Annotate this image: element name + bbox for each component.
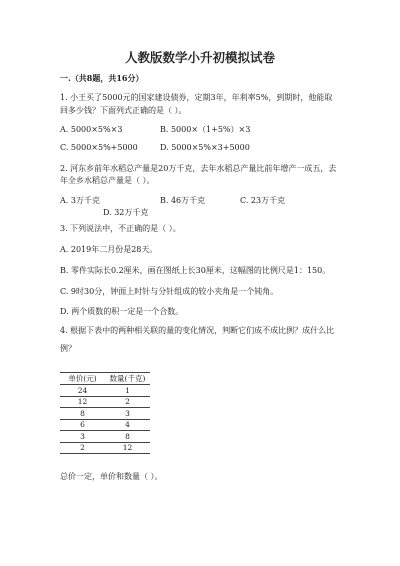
q1-option-d: D. 5000×5%×3+5000 [160,143,250,152]
price-quantity-table [60,372,150,454]
table-cell: 3 [105,408,150,420]
q3-option-a: A. 2019年二月份是28天。 [60,245,158,254]
q1-option-a: A. 5000×5%×3 [60,125,123,134]
q3-stem: 3. 下列说法中，不正确的是（ ）。 [60,224,181,233]
table-row [60,419,150,431]
table-header-row [60,373,150,385]
q1-stem-line1: 1. 小王买了5000元的国家建设债券，定期3年，年利率5%，到期时，他能取 [60,93,333,102]
table-row [60,431,150,443]
q3-option-c: C. 9时30分，钟面上时针与分针组成的较小夹角是一个钝角。 [60,287,279,296]
table-cell: 6 [60,419,105,431]
q4-stem-line2: 例？ [60,344,76,353]
section-heading: 一.（共8题，共16分） [60,73,144,83]
q1-option-b: B. 5000×（1+5%）×3 [160,125,251,134]
q2-option-b: B. 46万千克 [160,196,206,205]
page-title: 人教版数学小升初模拟试卷 [124,50,275,65]
q3-option-b: B. 零件实际长0.2厘米，画在图纸上长30厘米，这幅图的比例尺是1：150。 [60,266,331,275]
q4-answer-line: 总价一定，单价和数量（ ）。 [60,472,163,481]
q2-stem-line1: 2. 河东乡前年水稻总产量是20万千克，去年水稻总产量比前年增产一成五，去 [60,164,337,173]
q2-stem-line2: 年全乡水稻总产量是（ ）。 [60,176,155,185]
table-cell: 8 [105,431,150,443]
table-header-price: 单价(元) [60,373,105,385]
table-cell: 3 [60,431,105,443]
q3-option-d: D. 两个质数的积一定是一个合数。 [60,307,184,316]
table-cell: 2 [60,442,105,454]
table-cell: 12 [105,442,150,454]
table-row [60,408,150,420]
table-cell: 24 [60,385,105,397]
q4-stem-line1: 4. 根据下表中的两种相关联的量的变化情况，判断它们成不成比例？成什么比 [60,326,335,335]
q1-stem-line2: 回多少钱？下面列式正确的是（ ）。 [60,106,187,115]
table-header-quantity: 数量(千克) [105,373,150,385]
q2-option-c: C. 23万千克 [240,196,286,205]
table-cell: 4 [105,419,150,431]
q2-option-d: D. 32万千克 [103,208,149,217]
q2-option-a: A. 3万千克 [60,196,100,205]
table-row [60,396,150,408]
table-row [60,442,150,454]
table-cell: 8 [60,408,105,420]
q1-option-c: C. 5000×5%+5000 [60,143,138,152]
table-row [60,385,150,397]
table-cell: 2 [105,396,150,408]
table-cell: 1 [105,385,150,397]
table-cell: 12 [60,396,105,408]
